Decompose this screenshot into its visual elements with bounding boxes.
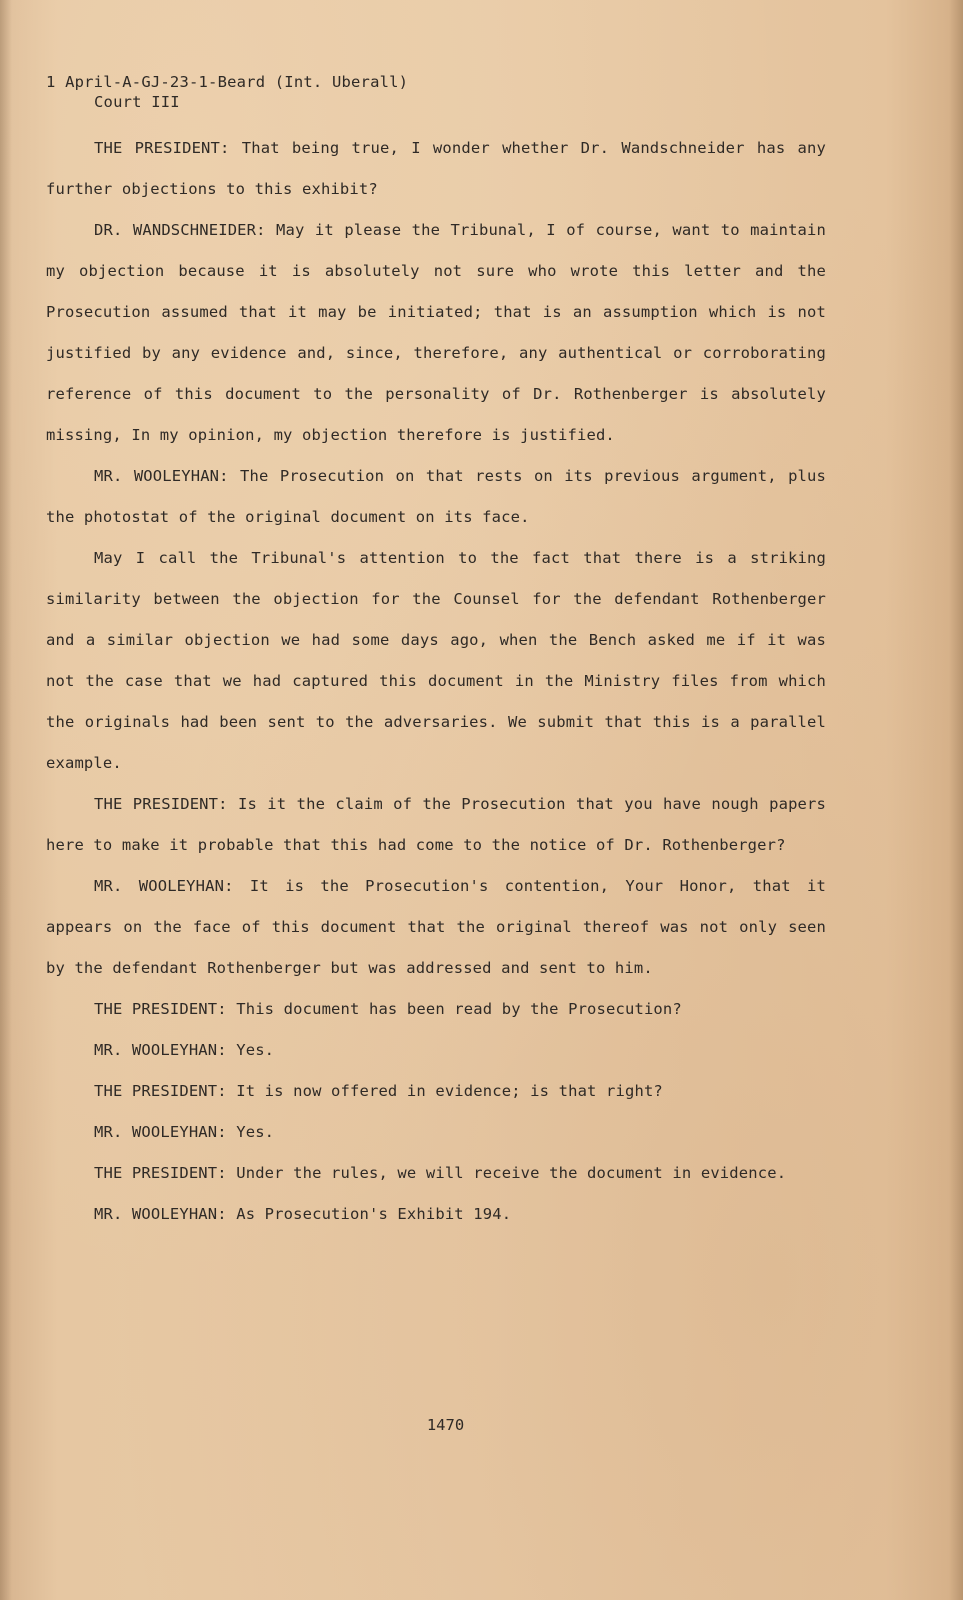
transcript-paragraph: MR. WOOLEYHAN: It is the Prosecution's contention, Your Honor, that it appears on the face of this document that the original thereof was not only seen by the defendant Rothenberger but was addressed and sent to him. <box>46 877 826 977</box>
transcript-paragraph: THE PRESIDENT: That being true, I wonder whether Dr. Wandschneider has any further objections to this exhibit? <box>46 139 826 198</box>
transcript-paragraph: THE PRESIDENT: Under the rules, we will receive the document in evidence. <box>94 1164 787 1182</box>
transcript-paragraph: MR. WOOLEYHAN: Yes. <box>94 1123 275 1141</box>
transcript-paragraph: MR. WOOLEYHAN: As Prosecution's Exhibit 194. <box>94 1205 512 1223</box>
header-session-line: 1 April-A-GJ-23-1-Beard (Int. Uberall) <box>46 73 409 91</box>
paper-edge-right <box>949 0 963 1600</box>
header-court-line: Court III <box>94 93 180 111</box>
page-number: 1470 <box>426 1416 465 1434</box>
transcript-paragraph: May I call the Tribunal's attention to the fact that there is a striking similarity between the objection for the Counsel for the defendant Rothenberger and a similar objection we had some days ago, when the Bench asked me if it was not the case that we had captured this document in the Ministry files from which the originals had been sent to the adversaries. We submit that this is a parallel example. <box>46 549 826 772</box>
transcript-paragraph: THE PRESIDENT: Is it the claim of the Prosecution that you have nough papers here to make it probable that this had come to the notice of Dr. Rothenberger? <box>46 795 826 854</box>
page-header <box>46 72 408 112</box>
transcript-paragraph: MR. WOOLEYHAN: The Prosecution on that rests on its previous argument, plus the photostat of the original document on its face. <box>46 467 826 526</box>
transcript-body <box>46 128 826 1235</box>
transcript-paragraph: MR. WOOLEYHAN: Yes. <box>94 1041 275 1059</box>
transcript-paragraph: THE PRESIDENT: It is now offered in evidence; is that right? <box>94 1082 663 1100</box>
transcript-paragraph: THE PRESIDENT: This document has been read by the Prosecution? <box>94 1000 682 1018</box>
paper-edge-left <box>0 0 12 1600</box>
transcript-paragraph: DR. WANDSCHNEIDER: May it please the Tribunal, I of course, want to maintain my objection because it is absolutely not sure who wrote this letter and the Prosecution assumed that it may be initiated; that is an assumption which is not justified by any evidence and, since, therefore, any authentical or corroborating reference of this document to the personality of Dr. Rothenberger is absolutely missing, In my opinion, my objection therefore is justified. <box>46 221 826 444</box>
